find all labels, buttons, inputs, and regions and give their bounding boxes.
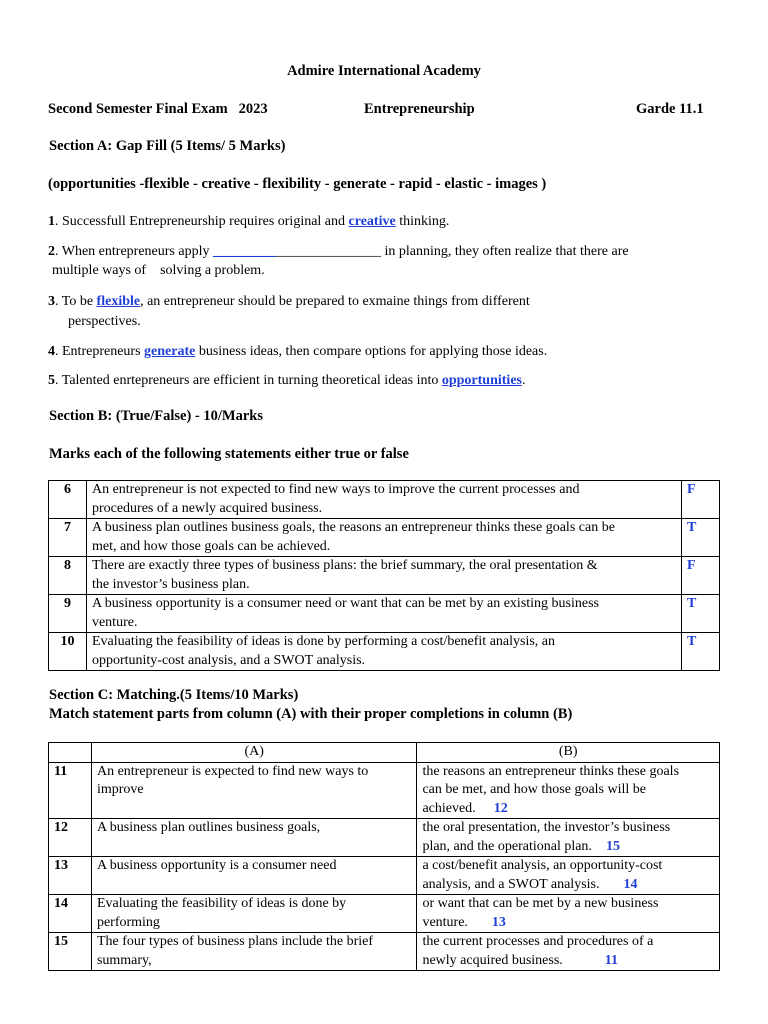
match-answer: 15 [605,838,620,854]
answer-blank-line: _______________ [275,244,381,259]
item-number: 6 [49,481,87,519]
cell-line: the oral presentation, the investor’s business [422,820,671,835]
statement-line: A business plan outlines business goals, the reasons an entrepreneur thinks these goals can be [91,520,615,535]
cell-line: a cost/benefit analysis, an opportunity-cost [422,858,663,873]
statement-line: procedures of a newly acquired business. [91,500,323,516]
header-blank [49,743,92,763]
cell-line [422,800,714,819]
statement [86,633,681,671]
matching-table [48,742,720,971]
tf-answer: T [682,595,720,633]
table-row [49,762,720,819]
answer-creative: creative [348,214,396,229]
column-a-cell [91,895,416,933]
item-number: 14 [49,895,92,933]
section-c-instruction: Match statement parts from column (A) with their proper completions in column (B) [49,706,573,722]
cell-line: can be met, and how those goals will be [422,782,646,797]
answer-blank: _________ [212,244,276,259]
table-row [49,895,720,933]
exam-name: Second Semester Final Exam [48,101,228,117]
question-number: 2 [48,244,55,259]
item-number: 12 [49,819,92,857]
statement [86,481,681,519]
column-b-cell [417,857,720,895]
cell-line: improve [96,782,144,797]
column-b-cell [417,762,720,819]
column-a-cell [91,762,416,819]
cell-line [422,914,714,933]
cell-line: An entrepreneur is expected to find new ways to [96,763,369,779]
question-text: business ideas, then compare options for applying those ideas. [195,344,548,359]
cell-text: achieved. [422,800,476,816]
cell-line: summary, [96,952,152,968]
match-answer: 12 [493,800,508,816]
grade: Garde 11.1 [636,101,704,117]
question-number: 4 [48,344,55,359]
question-5 [48,371,525,390]
item-number: 11 [49,762,92,819]
section-b-title: Section B: (True/False) - 10/Marks [49,408,263,424]
table-row [49,557,720,595]
table-row [49,519,720,557]
cell-line: Evaluating the feasibility of ideas is done by [96,896,347,911]
section-b-instruction: Marks each of the following statements either true or false [49,446,409,462]
table-row [49,595,720,633]
answer-opportunities: opportunities [441,373,522,388]
question-2 [48,242,629,261]
cell-line [422,952,714,971]
table-row [49,933,720,971]
table-row [49,857,720,895]
answer-flexible: flexible [96,294,141,309]
statement-line: opportunity-cost analysis, and a SWOT analysis. [91,652,366,668]
match-answer: 14 [623,876,638,892]
cell-text: plan, and the operational plan. [422,838,592,854]
statement-line: Evaluating the feasibility of ideas is done by performing a cost/benefit analysis, an [91,634,556,649]
statement [86,519,681,557]
cell-line: or want that can be met by a new business [422,896,659,911]
table-row [49,819,720,857]
section-c-title: Section C: Matching.(5 Items/10 Marks) [49,687,299,703]
question-1 [48,212,449,231]
match-answer: 13 [491,914,506,930]
cell-line: The four types of business plans include the brief [96,934,373,949]
statement-line: An entrepreneur is not expected to find new ways to improve the current processes and [91,482,580,497]
question-number: 5 [48,373,55,388]
exam-title [48,101,268,118]
cell-text: newly acquired business. [422,952,563,968]
tf-answer: F [682,557,720,595]
question-3-line2: perspectives. [68,314,141,329]
exam-year: 2023 [238,101,268,117]
statement-line: the investor’s business plan. [91,576,250,592]
question-text: . [521,373,526,388]
column-b-cell [417,819,720,857]
school-name: Admire International Academy [287,63,481,79]
statement-line: met, and how those goals can be achieved. [91,538,331,554]
cell-line: A business opportunity is a consumer need [96,858,337,873]
question-text: . Entrepreneurs [55,344,145,359]
word-bank: (opportunities -flexible - creative - flexibility - generate - rapid - elastic - images ) [48,176,547,192]
subject: Entrepreneurship [364,101,475,117]
cell-text: venture. [422,914,468,930]
column-a-cell [91,819,416,857]
column-b-cell [417,933,720,971]
item-number: 10 [49,633,87,671]
item-number: 8 [49,557,87,595]
table-header-row [49,743,720,763]
question-text: thinking. [395,214,450,229]
question-4 [48,342,547,361]
column-b-cell [417,895,720,933]
match-answer: 11 [604,952,619,968]
table-row [49,633,720,671]
item-number: 13 [49,857,92,895]
cell-line [422,876,714,895]
column-a-cell [91,857,416,895]
cell-text: analysis, and a SWOT analysis. [422,876,600,892]
item-number: 7 [49,519,87,557]
tf-answer: T [682,519,720,557]
question-text: , an entrepreneur should be prepared to exmaine things from different [140,294,530,309]
question-text: . Talented enrtepreneurs are efficient in turning theoretical ideas into [55,373,442,388]
question-number: 1 [48,214,55,229]
cell-line [422,838,714,857]
statement [86,557,681,595]
section-a-title: Section A: Gap Fill (5 Items/ 5 Marks) [49,138,286,154]
cell-line: A business plan outlines business goals, [96,820,321,835]
cell-line: the reasons an entrepreneur thinks these goals [422,763,680,779]
question-text: . To be [55,294,97,309]
item-number: 9 [49,595,87,633]
statement-line: A business opportunity is a consumer need or want that can be met by an existing business [91,596,599,611]
answer-generate: generate [144,344,196,359]
question-text: . Successfull Entrepreneurship requires original and [55,214,349,229]
column-a-header: (A) [91,743,416,763]
true-false-table [48,480,720,671]
question-number: 3 [48,294,55,309]
question-2-line2: multiple ways of solving a problem. [52,263,265,278]
tf-answer: F [682,481,720,519]
table-row [49,481,720,519]
statement-line: There are exactly three types of business plans: the brief summary, the oral presentation & [91,558,598,573]
question-3 [48,292,530,311]
cell-line: the current processes and procedures of a [422,934,654,949]
column-b-header: (B) [417,743,720,763]
cell-line: performing [96,914,160,930]
question-text: . When entrepreneurs apply [55,244,213,259]
question-text: in planning, they often realize that there are [380,244,629,259]
statement-line: venture. [91,614,138,630]
tf-answer: T [682,633,720,671]
item-number: 15 [49,933,92,971]
statement [86,595,681,633]
column-a-cell [91,933,416,971]
